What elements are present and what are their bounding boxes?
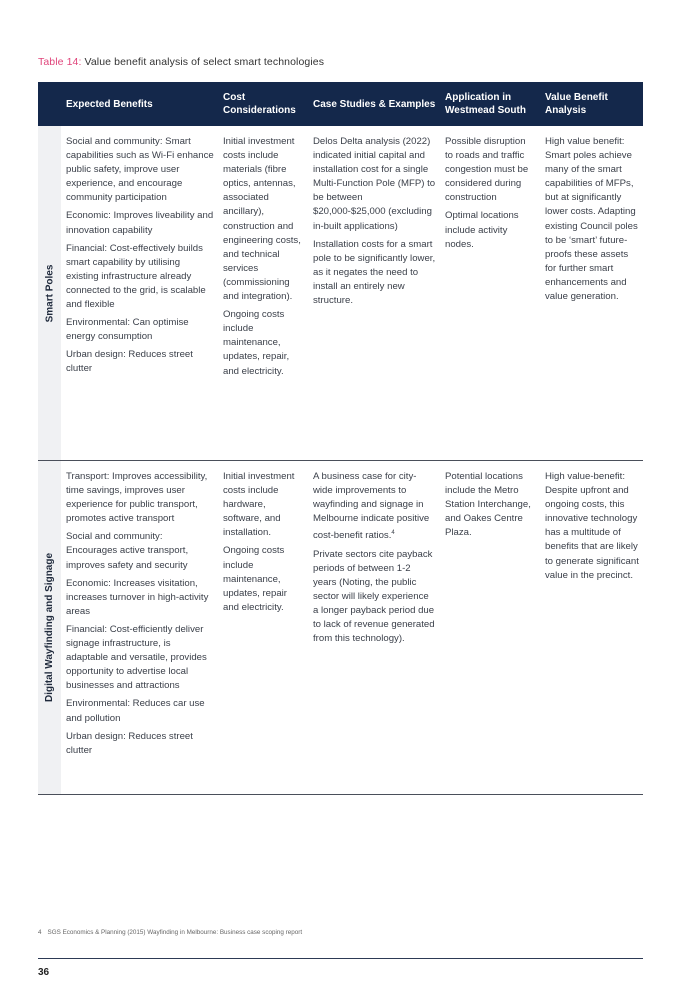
value-benefit-table (38, 82, 643, 795)
benefits-cell (61, 126, 218, 460)
benefit-item: Environmental: Reduces car use and pollution (66, 698, 205, 724)
footnote (38, 929, 302, 936)
table-caption-tag: Table 14: (38, 56, 82, 68)
benefit-item: Financial: Cost-efficiently deliver signage infrastructure, is adaptable and versatile, provides opportunity to advertise local businesses and attractions (66, 623, 207, 692)
application-item: Optimal locations include activity nodes. (445, 210, 519, 250)
benefit-item: Economic: Increases visitation, increases turnover in high-activity areas (66, 577, 209, 617)
case-item (313, 470, 436, 544)
benefit-item: Urban design: Reduces street clutter (66, 730, 193, 756)
benefit-item: Environmental: Can optimise energy consumption (66, 317, 189, 343)
application-item: Possible disruption to roads and traffic congestion must be considered during construction (445, 136, 529, 204)
footnote-ref: 4 (391, 530, 395, 537)
value-cell (540, 461, 643, 794)
page-number: 36 (38, 967, 50, 978)
case-item: Delos Delta analysis (2022) indicated initial capital and installation cost for a single Multi-Function Pole (MFP) to be between $20,000-$25,000 (excluding in-built applications) (313, 136, 436, 232)
table-header (38, 82, 643, 126)
footnote-text: SGS Economics & Planning (2015) Wayfinding in Melbourne: Business case scoping report (47, 929, 303, 936)
case-item: Installation costs for a smart pole to be significantly lower, as it negates the need to install an entirely new structure. (313, 238, 436, 307)
table-row (38, 126, 643, 461)
footer-rule (38, 958, 643, 959)
application-cell (440, 126, 540, 460)
row-label: Smart Poles (44, 264, 55, 322)
benefits-cell (61, 461, 218, 794)
application-item: Potential locations include the Metro Station Interchange, and Oakes Centre Plaza. (445, 471, 531, 539)
case-text: A business case for city-wide improvements to wayfinding and signage in Melbourne indicate positive cost-benefit ratios. (313, 471, 430, 542)
table-caption (38, 56, 324, 68)
benefit-item: Economic: Improves liveability and innovation capability (66, 210, 214, 236)
value-cell (540, 126, 643, 460)
benefit-item: Financial: Cost-effectively builds smart capability by utilising existing infrastructure already connected to the grid, is scalable and flexible (66, 242, 206, 311)
header-cost-considerations: Cost Considerations (223, 92, 296, 116)
footnote-number: 4 (38, 929, 42, 936)
header-application: Application in Westmead South (445, 92, 526, 116)
cases-cell (308, 126, 440, 460)
header-expected-benefits: Expected Benefits (66, 98, 153, 110)
table-caption-text: Value benefit analysis of select smart technologies (81, 56, 325, 68)
cost-item: Initial investment costs include hardware, software, and installation. (223, 471, 295, 539)
cost-item: Ongoing costs include maintenance, updates, repair and electricity. (223, 545, 287, 613)
costs-cell (218, 126, 308, 460)
cost-item: Ongoing costs include maintenance, updates, repair, and electricity. (223, 309, 290, 377)
benefit-item: Urban design: Reduces street clutter (66, 349, 193, 375)
benefit-item: Transport: Improves accessibility, time savings, improves user experience for public transport, promotes active transport (66, 471, 208, 525)
benefit-item: Social and community: Smart capabilities such as Wi-Fi enhance public safety, improve user experience, and encourage community participation (66, 136, 214, 204)
costs-cell (218, 461, 308, 794)
table-row (38, 461, 643, 795)
row-label: Digital Wayfinding and Signage (44, 552, 56, 703)
header-value-benefit: Value Benefit Analysis (545, 92, 608, 116)
header-case-studies: Case Studies & Examples (313, 98, 436, 110)
application-cell (440, 461, 540, 794)
cases-cell (308, 461, 440, 794)
value-item: High value benefit: Smart poles achieve many of the smart capabilities of MFPs, but at significantly lower costs. Adapting existing Council poles to be ‘smart’ future-proofs these assets for further smart enhancements and value generation. (545, 136, 638, 303)
row-label-cell (38, 461, 61, 794)
benefit-item: Social and community: Encourages active transport, improves safety and security (66, 531, 189, 571)
cost-item: Initial investment costs include materials (fibre optics, antennas, associated ancillary), construction and engineering costs, and technical services (commissioning and integration). (223, 136, 301, 303)
case-item: Private sectors cite payback periods of between 1-2 years (Noting, the public sector will likely experience a longer payback period due to lack of revenue generated from this technology). (313, 548, 435, 645)
row-label-cell (38, 126, 61, 460)
value-item: High value-benefit: Despite upfront and ongoing costs, this innovative technology has a multitude of benefits that are likely to generate significant value in the precinct. (545, 471, 639, 581)
